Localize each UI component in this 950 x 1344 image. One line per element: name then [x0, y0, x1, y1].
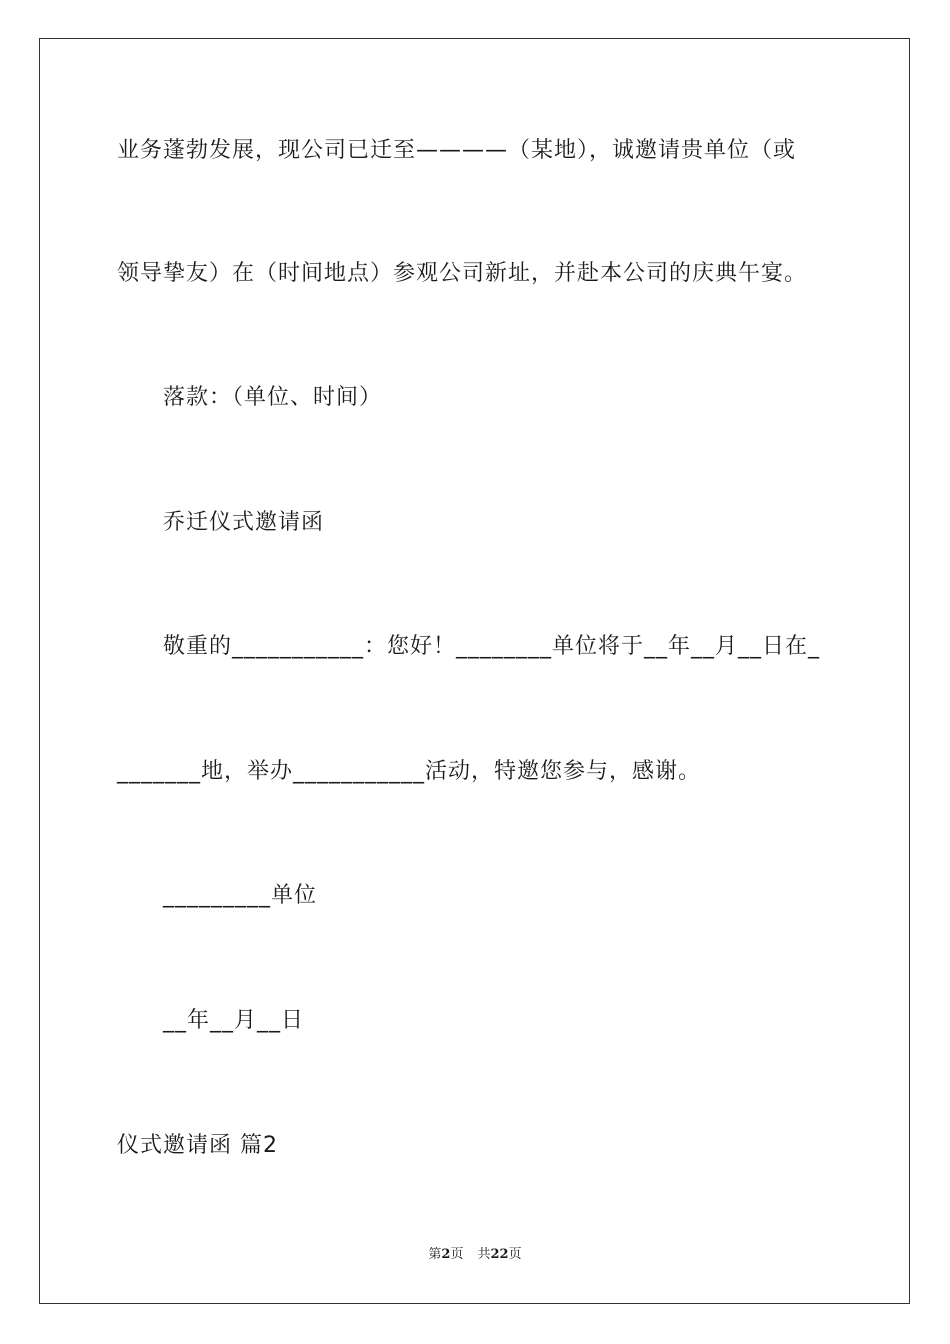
body-line-1: 业务蓬勃发展，现公司已迁至————（某地），诚邀请贵单位（或 — [117, 138, 797, 163]
date-line: __年__月__日 — [163, 1008, 305, 1033]
section-heading: 乔迁仪式邀请函 — [163, 510, 325, 535]
footer-page-number: 2 — [441, 1247, 451, 1262]
footer-page-prefix: 第 — [428, 1247, 442, 1262]
body-line-2: 领导挚友）在（时间地点）参观公司新址，并赴本公司的庆典午宴。 — [117, 261, 808, 286]
signature-line: 落款：（单位、时间） — [163, 385, 383, 410]
page-border — [39, 38, 910, 1304]
body-line-4: _______地，举办___________活动，特邀您参与，感谢。 — [117, 759, 702, 784]
footer-total-suffix: 页 — [508, 1247, 522, 1262]
next-section-heading: 仪式邀请函 篇2 — [117, 1133, 278, 1158]
organization-line: _________单位 — [163, 883, 318, 908]
page-footer — [0, 1246, 950, 1264]
footer-total-pages: 22 — [490, 1247, 509, 1262]
footer-total-prefix: 共 — [477, 1247, 491, 1262]
footer-page-suffix: 页 — [450, 1247, 464, 1262]
body-line-3: 敬重的___________：您好！________单位将于__年__月__日在_ — [163, 634, 821, 659]
